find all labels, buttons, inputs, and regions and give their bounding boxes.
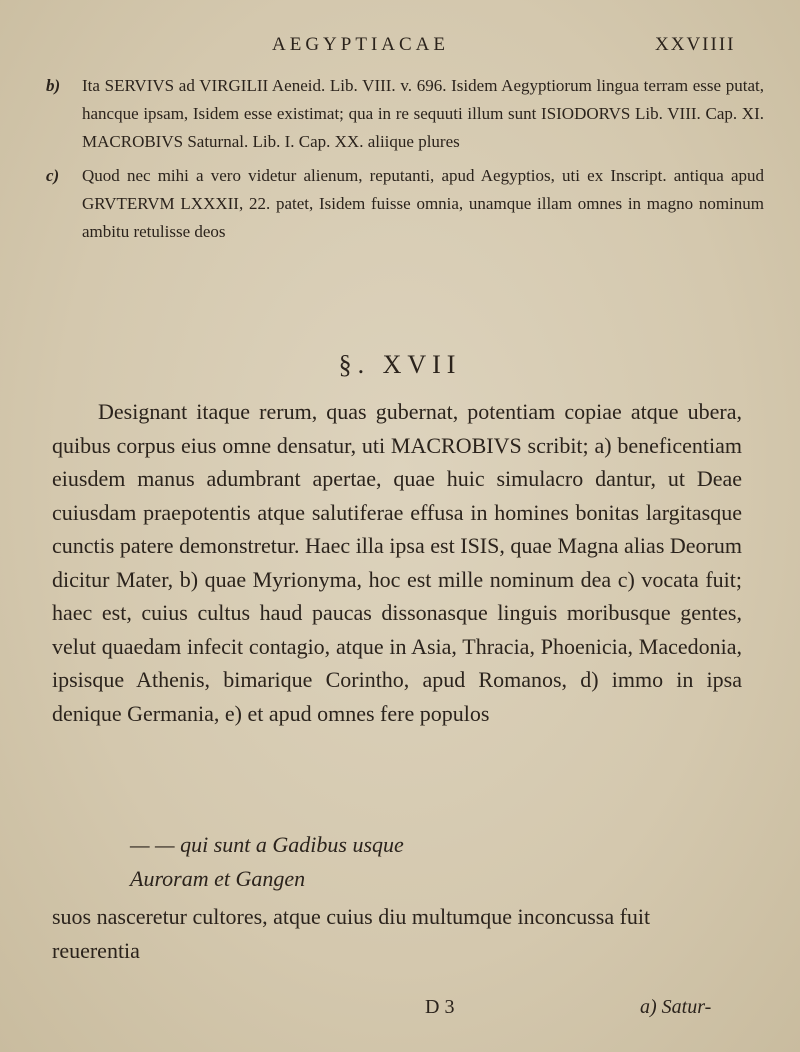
main-text xyxy=(52,395,742,730)
verse-line-1: — — qui sunt a Gadibus usque xyxy=(130,832,404,857)
paragraph-continuation: suos nasceretur cultores, atque cuius diu multumque inconcussa fuit reuerentia xyxy=(52,904,651,963)
footnote-b xyxy=(44,72,764,156)
footnotes-continued xyxy=(44,72,764,252)
verse-line-2: Auroram et Gangen xyxy=(130,866,306,891)
page-footer xyxy=(0,996,800,1026)
section-heading: §. XVII xyxy=(338,350,462,379)
verse-quotation xyxy=(130,828,650,896)
footnote-marker: c) xyxy=(46,166,60,185)
footnote-marker: b) xyxy=(46,76,61,95)
paragraph: Designant itaque rerum, quas gubernat, potentiam copiae atque ubera, quibus corpus eius omne densatur, uti MACROBIVS scribit; a) beneficentiam eiusdem manus adumbrant apertae, quae huic simulacro dantur, ut Deae cuiusdam praepotentis atque salutiferae effusa in homines bonitas largitasque cunctis patere demonstretur. Haec illa ipsa est ISIS, quae Magna alias Deorum dicitur Mater, b) quae Myrionyma, hoc est mille nominum dea c) vocata fuit; haec est, cuius cultus haud paucas dissonasque linguis moribusque gentes, velut quaedam infecit contagio, atque in Asia, Thracia, Phoenicia, Macedonia, ipsisque Athenis, bimarique Corintho, apud Romanos, d) immo in ipsa denique Germania, e) et apud omnes fere populos xyxy=(52,399,742,726)
page-number: XXVIIII xyxy=(655,34,736,55)
footnote-text: Quod nec mihi a vero videtur alienum, reputanti, apud Aegyptios, uti ex Inscript. antiqua apud GRVTERVM LXXXII, 22. patet, Isidem fuisse omnia, unamque illam omnes in magno nominum ambitu retulisse deos xyxy=(82,166,764,241)
footnote-c xyxy=(44,162,764,246)
running-title: AEGYPTIACAE xyxy=(272,34,449,55)
running-header xyxy=(0,34,800,64)
catchword: a) Satur- xyxy=(640,996,712,1018)
footnote-text: Ita SERVIVS ad VIRGILII Aeneid. Lib. VIII. v. 696. Isidem Aegyptiorum lingua terram esse putat, hancque ipsam, Isidem esse existimat; qua in re sequuti illum sunt ISIODORVS Lib. VIII. Cap. XI. MACROBIVS Saturnal. Lib. I. Cap. XX. aliique plures xyxy=(82,76,764,151)
signature-mark: D 3 xyxy=(425,996,455,1018)
